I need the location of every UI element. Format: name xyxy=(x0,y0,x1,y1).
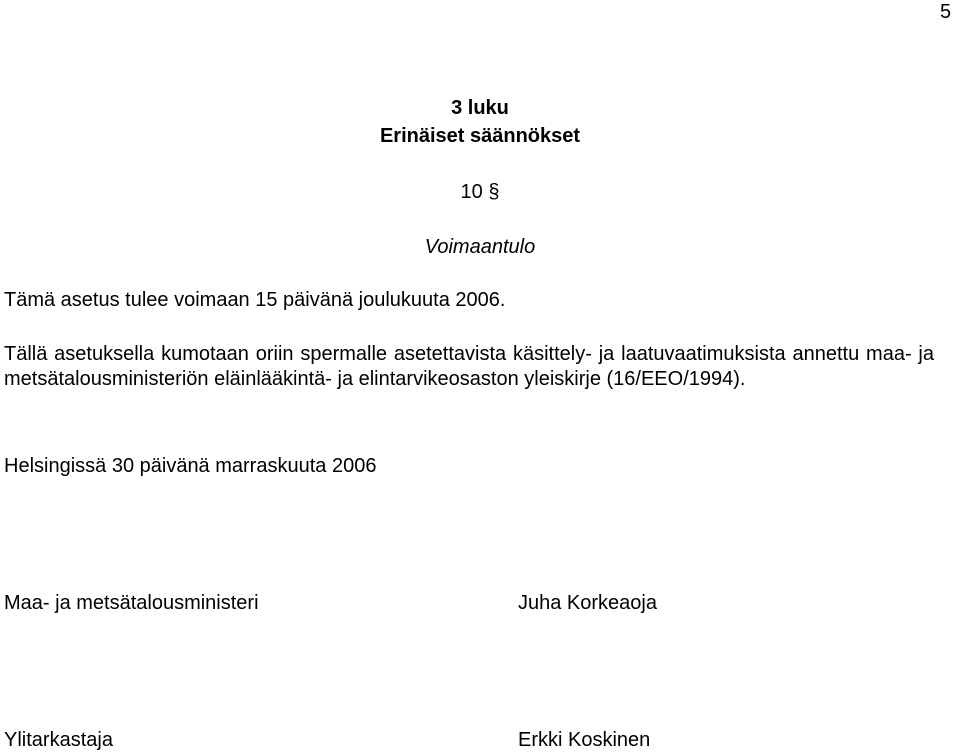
signature-minister-title: Maa- ja metsätalousministeri xyxy=(4,592,259,614)
chapter-title: Erinäiset säännökset xyxy=(379,125,581,147)
signature-inspector-name: Erkki Koskinen xyxy=(518,729,651,751)
paragraph-effective-date: Tämä asetus tulee voimaan 15 päivänä joulukuuta 2006. xyxy=(4,289,506,311)
page-number: 5 xyxy=(940,1,952,23)
chapter-number: 3 luku xyxy=(451,97,509,119)
signature-minister-name: Juha Korkeaoja xyxy=(518,592,657,614)
section-title: Voimaantulo xyxy=(424,236,536,258)
signature-inspector-title: Ylitarkastaja xyxy=(4,729,113,751)
section-number: 10 § xyxy=(460,181,500,203)
paragraph-repeal: Tällä asetuksella kumotaan oriin spermalle asetettavista käsittely- ja laatuvaatimuksista annettu maa- ja metsätalousministeriön eläinlääkintä- ja elintarvikeosaston yleiskirje (16/EEO/1994). xyxy=(4,343,934,390)
paragraph-place-date: Helsingissä 30 päivänä marraskuuta 2006 xyxy=(4,455,377,477)
